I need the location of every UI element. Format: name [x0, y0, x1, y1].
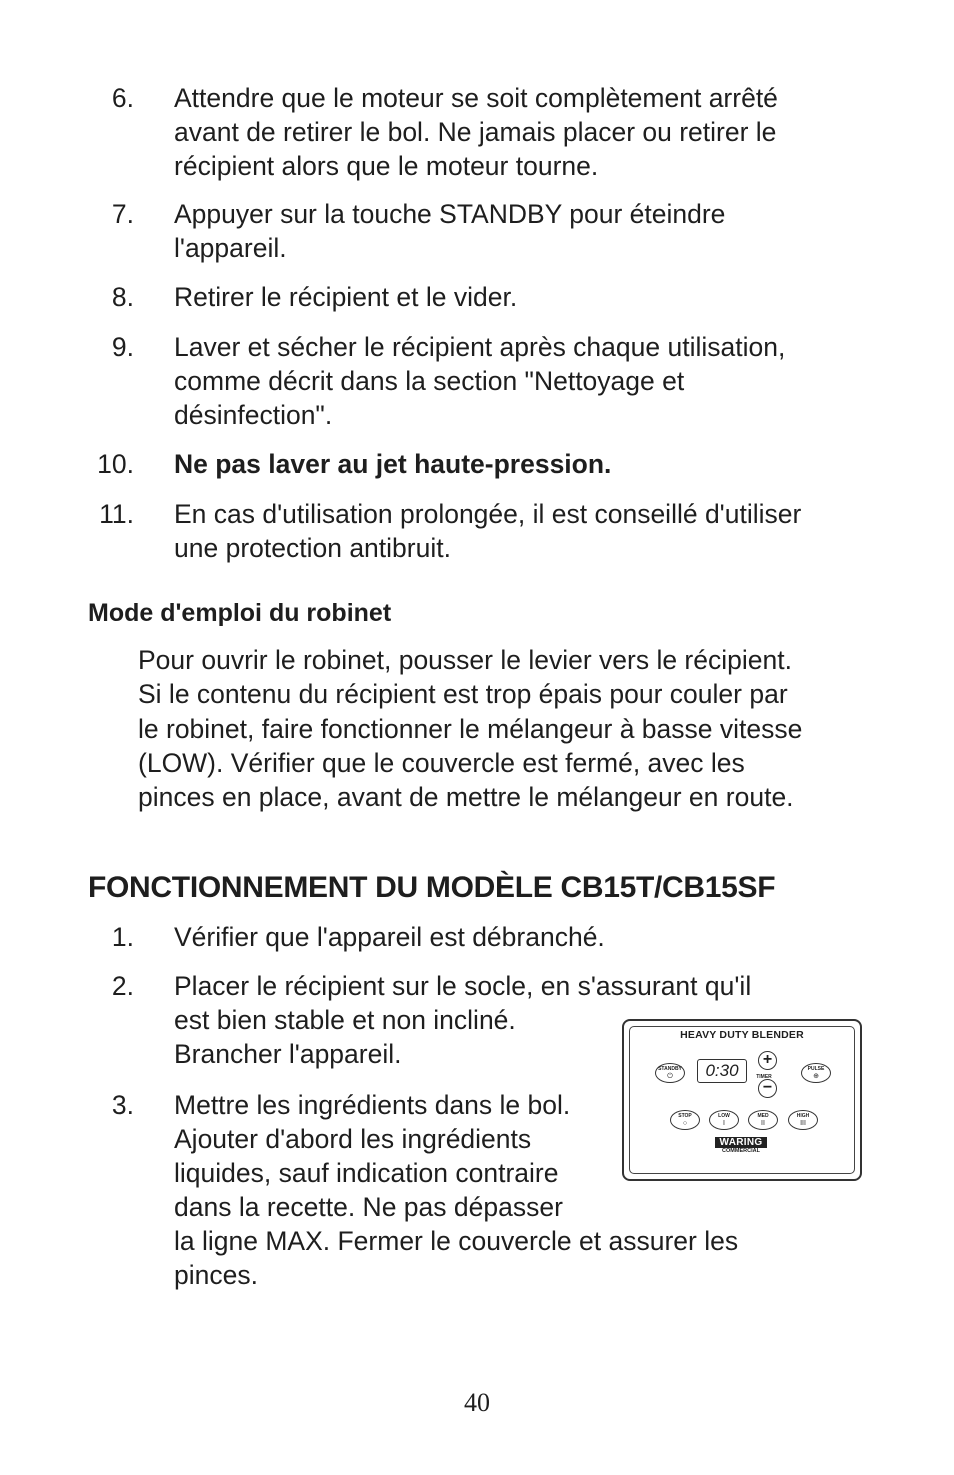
- text-line: l'appareil.: [174, 233, 287, 263]
- list-number: 2.: [111, 971, 134, 1001]
- text-line: pinces en place, avant de mettre le mélangeur en route.: [138, 782, 794, 813]
- list-number: 10.: [97, 449, 134, 479]
- text-line: Laver et sécher le récipient après chaque utilisation,: [174, 332, 786, 362]
- text-line: est bien stable et non incliné.: [174, 1005, 516, 1035]
- list-text: [174, 330, 874, 432]
- text-line: Placer le récipient sur le socle, en s'assurant qu'il: [174, 971, 752, 1001]
- low-speed-icon: I: [723, 1120, 725, 1127]
- minus-icon: −: [758, 1079, 777, 1098]
- text-line: comme décrit dans la section "Nettoyage et: [174, 366, 685, 396]
- med-speed-icon: II: [761, 1120, 765, 1127]
- list-text: [174, 497, 874, 565]
- list-text: [174, 280, 874, 314]
- page-number: 40: [464, 1388, 490, 1417]
- text-line: récipient alors que le moteur tourne.: [174, 151, 599, 181]
- list-text: [174, 920, 874, 954]
- med-button: [748, 1110, 778, 1130]
- list-text: [174, 81, 874, 183]
- list-number: 1.: [111, 922, 134, 952]
- panel-title: HEAVY DUTY BLENDER: [680, 1029, 804, 1041]
- standby-label: STANDBY: [658, 1066, 682, 1072]
- text-line: Ne pas laver au jet haute-pression.: [174, 449, 612, 479]
- text-line: Si le contenu du récipient est trop épais pour couler par: [138, 679, 788, 710]
- pulse-button: [801, 1063, 831, 1083]
- text-line: Ajouter d'abord les ingrédients: [174, 1124, 532, 1154]
- text-line: pinces.: [174, 1260, 258, 1290]
- text-line: Attendre que le moteur se soit complètement arrêté: [174, 83, 778, 113]
- low-button: [709, 1110, 739, 1130]
- faucet-heading: Mode d'emploi du robinet: [88, 599, 392, 627]
- text-line: la ligne MAX. Fermer le couvercle et assurer les: [174, 1226, 739, 1256]
- list-number: 6.: [111, 83, 134, 113]
- high-button: [788, 1110, 818, 1130]
- stop-label: STOP: [678, 1113, 692, 1119]
- text-line: désinfection".: [174, 400, 333, 430]
- list-text: [174, 447, 874, 481]
- power-icon: ⏻: [667, 1073, 673, 1080]
- list-number: 3.: [111, 1090, 134, 1120]
- control-panel-illustration: [622, 1019, 862, 1181]
- text-line: Brancher l'appareil.: [174, 1039, 402, 1069]
- plus-icon: +: [758, 1051, 777, 1070]
- pulse-label: PULSE: [807, 1066, 825, 1072]
- list-text: [174, 197, 874, 265]
- list-number: 11.: [99, 499, 134, 529]
- timer-label: TIMER: [756, 1074, 772, 1080]
- text-line: En cas d'utilisation prolongée, il est conseillé d'utiliser: [174, 499, 802, 529]
- high-speed-icon: III: [800, 1120, 806, 1127]
- text-line: une protection antibruit.: [174, 533, 451, 563]
- text-line: le robinet, faire fonctionner le mélangeur à basse vitesse: [138, 713, 803, 744]
- waring-logo: [715, 1137, 767, 1155]
- text-line: Retirer le récipient et le vider.: [174, 282, 518, 312]
- list-number: 7.: [111, 199, 134, 229]
- list-number: 9.: [111, 332, 134, 362]
- timer-display: 0:30: [697, 1059, 747, 1083]
- text-line: Vérifier que l'appareil est débranché.: [174, 922, 605, 952]
- logo-text: WARING: [715, 1137, 767, 1148]
- text-line: liquides, sauf indication contraire: [174, 1158, 559, 1188]
- text-line: dans la recette. Ne pas dépasser: [174, 1192, 563, 1222]
- logo-subtext: COMMERCIAL: [722, 1148, 760, 1154]
- faucet-paragraph: [138, 643, 878, 814]
- text-line: Appuyer sur la touche STANDBY pour éteindre: [174, 199, 726, 229]
- standby-button: [655, 1063, 685, 1083]
- section-title: FONCTIONNEMENT DU MODÈLE CB15T/CB15SF: [88, 871, 776, 904]
- stop-button: [670, 1110, 700, 1130]
- text-line: Pour ouvrir le robinet, pousser le levier vers le récipient.: [138, 645, 792, 675]
- text-line: Mettre les ingrédients dans le bol.: [174, 1090, 571, 1120]
- med-label: MED: [757, 1113, 769, 1119]
- text-line: avant de retirer le bol. Ne jamais placer ou retirer le: [174, 117, 777, 147]
- list-number: 8.: [111, 282, 134, 312]
- pulse-icon: ⊕: [813, 1073, 819, 1080]
- low-label: LOW: [718, 1113, 730, 1119]
- stop-icon: ○: [682, 1120, 688, 1127]
- text-line: (LOW). Vérifier que le couvercle est fermé, avec les: [138, 747, 745, 778]
- high-label: HIGH: [796, 1113, 810, 1119]
